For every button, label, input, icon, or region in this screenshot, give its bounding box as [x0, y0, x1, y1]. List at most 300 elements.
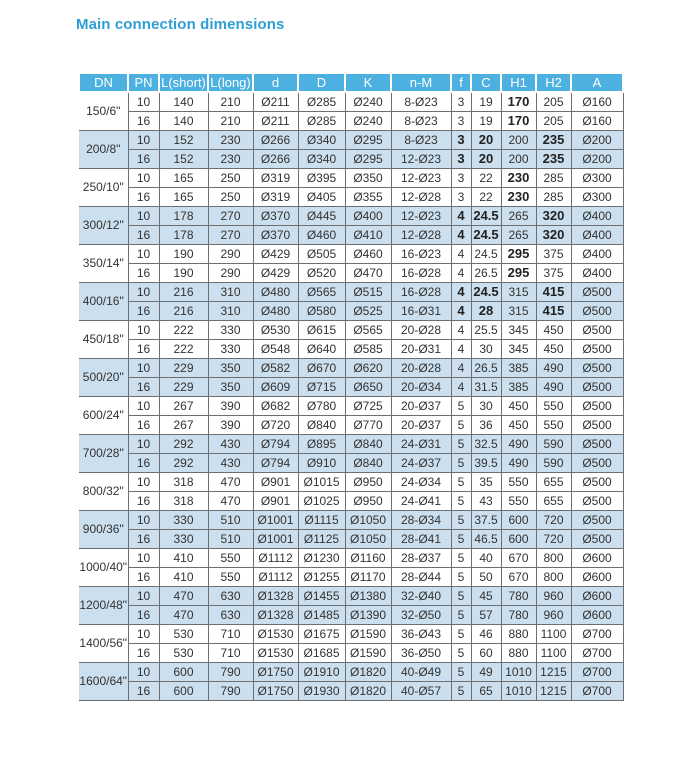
cell-l-long: 250: [208, 168, 253, 187]
table-row: [79, 244, 623, 263]
cell-l-long: 550: [208, 548, 253, 567]
cell-f: 5: [451, 681, 471, 700]
table-row: [79, 149, 623, 168]
cell-l-long: 470: [208, 472, 253, 491]
cell-l-short: 222: [159, 320, 208, 339]
cell-k: Ø1050: [345, 529, 391, 548]
cell-c: 46: [471, 624, 501, 643]
cell-d: Ø1001: [253, 510, 298, 529]
cell-c: 30: [471, 396, 501, 415]
cell-n-m: 24-Ø37: [391, 453, 451, 472]
cell-l-short: 216: [159, 301, 208, 320]
cell-h2: 800: [536, 567, 571, 586]
cell-l-short: 410: [159, 567, 208, 586]
cell-n-m: 12-Ø28: [391, 187, 451, 206]
cell-a: Ø500: [571, 491, 623, 510]
cell-d: Ø520: [298, 263, 345, 282]
cell-d: Ø901: [253, 491, 298, 510]
cell-l-short: 165: [159, 187, 208, 206]
cell-d: Ø445: [298, 206, 345, 225]
cell-f: 5: [451, 548, 471, 567]
cell-n-m: 8-Ø23: [391, 111, 451, 130]
cell-h2: 550: [536, 396, 571, 415]
cell-h2: 235: [536, 130, 571, 149]
cell-a: Ø700: [571, 643, 623, 662]
dn-cell: 1000/40": [79, 548, 128, 586]
cell-pn: 16: [128, 567, 159, 586]
table-header: [79, 73, 623, 92]
cell-n-m: 16-Ø23: [391, 244, 451, 263]
cell-h2: 490: [536, 377, 571, 396]
cell-n-m: 20-Ø28: [391, 358, 451, 377]
cell-l-long: 430: [208, 434, 253, 453]
cell-d: Ø580: [298, 301, 345, 320]
page-title: Main connection dimensions: [76, 16, 285, 33]
cell-pn: 10: [128, 130, 159, 149]
cell-l-short: 318: [159, 491, 208, 510]
cell-k: Ø1390: [345, 605, 391, 624]
cell-pn: 16: [128, 681, 159, 700]
cell-d: Ø429: [253, 263, 298, 282]
cell-d: Ø340: [298, 149, 345, 168]
cell-n-m: 28-Ø37: [391, 548, 451, 567]
cell-n-m: 12-Ø23: [391, 206, 451, 225]
cell-a: Ø500: [571, 301, 623, 320]
cell-pn: 16: [128, 225, 159, 244]
cell-f: 3: [451, 111, 471, 130]
cell-h2: 205: [536, 92, 571, 111]
cell-l-long: 330: [208, 320, 253, 339]
cell-a: Ø200: [571, 149, 623, 168]
cell-c: 24.5: [471, 282, 501, 301]
cell-d: Ø640: [298, 339, 345, 358]
cell-a: Ø300: [571, 187, 623, 206]
cell-k: Ø1170: [345, 567, 391, 586]
cell-l-short: 600: [159, 681, 208, 700]
cell-l-long: 390: [208, 415, 253, 434]
dn-cell: 900/36": [79, 510, 128, 548]
cell-f: 3: [451, 92, 471, 111]
dn-cell: 1200/48": [79, 586, 128, 624]
cell-l-short: 190: [159, 244, 208, 263]
dn-cell: 400/16": [79, 282, 128, 320]
cell-d: Ø609: [253, 377, 298, 396]
cell-k: Ø1050: [345, 510, 391, 529]
cell-c: 43: [471, 491, 501, 510]
cell-l-short: 222: [159, 339, 208, 358]
cell-c: 24.5: [471, 244, 501, 263]
table-row: [79, 339, 623, 358]
cell-l-short: 410: [159, 548, 208, 567]
table-row: [79, 187, 623, 206]
cell-d: Ø840: [298, 415, 345, 434]
cell-c: 19: [471, 111, 501, 130]
cell-h1: 490: [501, 453, 536, 472]
cell-h1: 295: [501, 263, 536, 282]
cell-c: 60: [471, 643, 501, 662]
cell-h2: 450: [536, 339, 571, 358]
cell-d: Ø715: [298, 377, 345, 396]
column-header-h2: H2: [536, 73, 571, 92]
cell-f: 4: [451, 377, 471, 396]
cell-d: Ø682: [253, 396, 298, 415]
table-row: [79, 301, 623, 320]
table-row: [79, 624, 623, 643]
cell-h2: 1100: [536, 643, 571, 662]
cell-n-m: 16-Ø28: [391, 263, 451, 282]
cell-d: Ø1910: [298, 662, 345, 681]
cell-h1: 345: [501, 339, 536, 358]
cell-c: 28: [471, 301, 501, 320]
cell-k: Ø400: [345, 206, 391, 225]
cell-h2: 720: [536, 529, 571, 548]
cell-pn: 10: [128, 586, 159, 605]
cell-a: Ø700: [571, 662, 623, 681]
cell-l-long: 790: [208, 681, 253, 700]
cell-f: 4: [451, 244, 471, 263]
cell-pn: 10: [128, 472, 159, 491]
cell-n-m: 24-Ø34: [391, 472, 451, 491]
cell-f: 5: [451, 510, 471, 529]
cell-l-short: 140: [159, 92, 208, 111]
cell-a: Ø400: [571, 244, 623, 263]
cell-l-short: 178: [159, 225, 208, 244]
cell-k: Ø240: [345, 92, 391, 111]
table-row: [79, 681, 623, 700]
table-row: [79, 548, 623, 567]
cell-d: Ø1675: [298, 624, 345, 643]
dn-cell: 150/6": [79, 92, 128, 130]
cell-n-m: 24-Ø41: [391, 491, 451, 510]
cell-h1: 880: [501, 643, 536, 662]
cell-h1: 490: [501, 434, 536, 453]
cell-l-long: 310: [208, 282, 253, 301]
cell-l-short: 165: [159, 168, 208, 187]
dn-cell: 300/12": [79, 206, 128, 244]
cell-pn: 10: [128, 244, 159, 263]
cell-d: Ø285: [298, 92, 345, 111]
cell-h1: 315: [501, 301, 536, 320]
table-row: [79, 510, 623, 529]
cell-k: Ø525: [345, 301, 391, 320]
cell-h2: 590: [536, 434, 571, 453]
table-row: [79, 225, 623, 244]
cell-h1: 385: [501, 358, 536, 377]
table-row: [79, 586, 623, 605]
cell-h2: 450: [536, 320, 571, 339]
cell-a: Ø700: [571, 681, 623, 700]
cell-l-long: 550: [208, 567, 253, 586]
cell-d: Ø319: [253, 168, 298, 187]
cell-n-m: 24-Ø31: [391, 434, 451, 453]
cell-l-long: 290: [208, 263, 253, 282]
cell-d: Ø1328: [253, 605, 298, 624]
cell-h2: 1215: [536, 681, 571, 700]
cell-f: 4: [451, 282, 471, 301]
cell-h1: 600: [501, 529, 536, 548]
cell-l-long: 350: [208, 377, 253, 396]
cell-l-long: 270: [208, 225, 253, 244]
cell-h1: 295: [501, 244, 536, 263]
cell-pn: 16: [128, 187, 159, 206]
cell-f: 5: [451, 624, 471, 643]
cell-d: Ø370: [253, 225, 298, 244]
cell-n-m: 32-Ø50: [391, 605, 451, 624]
cell-c: 46.5: [471, 529, 501, 548]
cell-c: 49: [471, 662, 501, 681]
cell-l-short: 152: [159, 130, 208, 149]
cell-d: Ø266: [253, 149, 298, 168]
cell-d: Ø1485: [298, 605, 345, 624]
cell-l-long: 350: [208, 358, 253, 377]
table-row: [79, 529, 623, 548]
cell-d: Ø780: [298, 396, 345, 415]
cell-a: Ø500: [571, 472, 623, 491]
cell-f: 4: [451, 320, 471, 339]
cell-l-long: 330: [208, 339, 253, 358]
cell-d: Ø1115: [298, 510, 345, 529]
cell-h2: 800: [536, 548, 571, 567]
cell-c: 22: [471, 187, 501, 206]
cell-pn: 10: [128, 434, 159, 453]
cell-h1: 780: [501, 605, 536, 624]
cell-h1: 265: [501, 225, 536, 244]
cell-n-m: 20-Ø34: [391, 377, 451, 396]
cell-pn: 16: [128, 415, 159, 434]
cell-d: Ø1001: [253, 529, 298, 548]
cell-d: Ø1750: [253, 662, 298, 681]
cell-a: Ø500: [571, 415, 623, 434]
cell-k: Ø725: [345, 396, 391, 415]
cell-pn: 10: [128, 168, 159, 187]
cell-d: Ø901: [253, 472, 298, 491]
cell-c: 22: [471, 168, 501, 187]
table-row: [79, 643, 623, 662]
cell-d: Ø1750: [253, 681, 298, 700]
table-row: [79, 434, 623, 453]
column-header-l-short: L(short): [159, 73, 208, 92]
cell-a: Ø600: [571, 586, 623, 605]
cell-c: 26.5: [471, 263, 501, 282]
cell-k: Ø950: [345, 491, 391, 510]
cell-c: 32.5: [471, 434, 501, 453]
cell-a: Ø500: [571, 453, 623, 472]
cell-d: Ø895: [298, 434, 345, 453]
dn-cell: 600/24": [79, 396, 128, 434]
dn-cell: 200/8": [79, 130, 128, 168]
cell-d: Ø340: [298, 130, 345, 149]
cell-d: Ø480: [253, 282, 298, 301]
cell-d: Ø1685: [298, 643, 345, 662]
cell-h2: 235: [536, 149, 571, 168]
column-header-l-long: L(long): [208, 73, 253, 92]
cell-l-short: 267: [159, 415, 208, 434]
cell-c: 20: [471, 149, 501, 168]
cell-k: Ø240: [345, 111, 391, 130]
cell-h2: 960: [536, 605, 571, 624]
cell-n-m: 40-Ø49: [391, 662, 451, 681]
cell-h1: 600: [501, 510, 536, 529]
cell-l-long: 510: [208, 529, 253, 548]
table-row: [79, 282, 623, 301]
cell-n-m: 20-Ø37: [391, 396, 451, 415]
cell-a: Ø400: [571, 206, 623, 225]
header-row: [79, 73, 623, 92]
cell-d: Ø266: [253, 130, 298, 149]
cell-f: 4: [451, 339, 471, 358]
cell-k: Ø410: [345, 225, 391, 244]
cell-d: Ø794: [253, 434, 298, 453]
cell-h2: 960: [536, 586, 571, 605]
cell-f: 3: [451, 168, 471, 187]
cell-d: Ø1530: [253, 643, 298, 662]
cell-k: Ø1820: [345, 662, 391, 681]
cell-h1: 200: [501, 130, 536, 149]
table-row: [79, 263, 623, 282]
cell-l-short: 318: [159, 472, 208, 491]
table-row: [79, 377, 623, 396]
cell-h2: 720: [536, 510, 571, 529]
cell-f: 4: [451, 225, 471, 244]
cell-f: 5: [451, 586, 471, 605]
cell-pn: 16: [128, 339, 159, 358]
table-row: [79, 491, 623, 510]
cell-pn: 10: [128, 624, 159, 643]
cell-f: 4: [451, 206, 471, 225]
cell-h2: 415: [536, 301, 571, 320]
cell-l-long: 630: [208, 605, 253, 624]
dn-cell: 1600/64": [79, 662, 128, 700]
cell-k: Ø1820: [345, 681, 391, 700]
cell-d: Ø1015: [298, 472, 345, 491]
cell-l-short: 292: [159, 434, 208, 453]
cell-d: Ø211: [253, 111, 298, 130]
cell-h2: 655: [536, 491, 571, 510]
cell-l-short: 530: [159, 643, 208, 662]
connection-dimensions-table: [78, 72, 624, 701]
cell-l-long: 630: [208, 586, 253, 605]
cell-d: Ø1230: [298, 548, 345, 567]
cell-l-long: 210: [208, 92, 253, 111]
cell-d: Ø794: [253, 453, 298, 472]
cell-d: Ø548: [253, 339, 298, 358]
cell-a: Ø160: [571, 92, 623, 111]
table-row: [79, 453, 623, 472]
cell-c: 30: [471, 339, 501, 358]
cell-n-m: 12-Ø23: [391, 149, 451, 168]
cell-h2: 205: [536, 111, 571, 130]
cell-d: Ø1125: [298, 529, 345, 548]
cell-d: Ø1328: [253, 586, 298, 605]
cell-h1: 450: [501, 415, 536, 434]
column-header-k: K: [345, 73, 391, 92]
cell-k: Ø460: [345, 244, 391, 263]
cell-k: Ø515: [345, 282, 391, 301]
cell-k: Ø470: [345, 263, 391, 282]
cell-h2: 375: [536, 263, 571, 282]
cell-k: Ø565: [345, 320, 391, 339]
cell-h2: 490: [536, 358, 571, 377]
cell-d: Ø720: [253, 415, 298, 434]
cell-c: 39.5: [471, 453, 501, 472]
cell-h1: 550: [501, 472, 536, 491]
cell-pn: 10: [128, 662, 159, 681]
cell-l-short: 190: [159, 263, 208, 282]
cell-d: Ø1530: [253, 624, 298, 643]
cell-pn: 16: [128, 643, 159, 662]
cell-k: Ø620: [345, 358, 391, 377]
cell-pn: 10: [128, 510, 159, 529]
cell-l-long: 310: [208, 301, 253, 320]
cell-n-m: 8-Ø23: [391, 92, 451, 111]
table-row: [79, 130, 623, 149]
cell-l-long: 710: [208, 643, 253, 662]
cell-h2: 655: [536, 472, 571, 491]
cell-a: Ø600: [571, 548, 623, 567]
cell-l-short: 530: [159, 624, 208, 643]
cell-k: Ø585: [345, 339, 391, 358]
cell-h1: 550: [501, 491, 536, 510]
cell-f: 5: [451, 529, 471, 548]
cell-c: 31.5: [471, 377, 501, 396]
cell-d: Ø1455: [298, 586, 345, 605]
cell-h1: 1010: [501, 681, 536, 700]
table-row: [79, 567, 623, 586]
cell-f: 3: [451, 187, 471, 206]
table-row: [79, 320, 623, 339]
cell-pn: 10: [128, 320, 159, 339]
cell-pn: 10: [128, 396, 159, 415]
cell-a: Ø500: [571, 510, 623, 529]
cell-h2: 285: [536, 168, 571, 187]
cell-k: Ø650: [345, 377, 391, 396]
cell-l-short: 229: [159, 377, 208, 396]
cell-h1: 265: [501, 206, 536, 225]
cell-d: Ø670: [298, 358, 345, 377]
cell-l-long: 290: [208, 244, 253, 263]
cell-f: 4: [451, 358, 471, 377]
cell-n-m: 28-Ø34: [391, 510, 451, 529]
cell-a: Ø400: [571, 263, 623, 282]
cell-d: Ø429: [253, 244, 298, 263]
cell-d: Ø1255: [298, 567, 345, 586]
table-row: [79, 111, 623, 130]
cell-n-m: 36-Ø43: [391, 624, 451, 643]
cell-n-m: 28-Ø44: [391, 567, 451, 586]
table-row: [79, 168, 623, 187]
cell-l-short: 140: [159, 111, 208, 130]
cell-d: Ø1025: [298, 491, 345, 510]
dn-cell: 1400/56": [79, 624, 128, 662]
cell-h1: 880: [501, 624, 536, 643]
cell-c: 40: [471, 548, 501, 567]
table-row: [79, 358, 623, 377]
cell-pn: 10: [128, 92, 159, 111]
cell-h1: 385: [501, 377, 536, 396]
cell-l-short: 470: [159, 605, 208, 624]
cell-h1: 1010: [501, 662, 536, 681]
cell-h2: 375: [536, 244, 571, 263]
cell-a: Ø600: [571, 567, 623, 586]
cell-n-m: 20-Ø31: [391, 339, 451, 358]
table-body: [79, 92, 623, 700]
cell-d: Ø405: [298, 187, 345, 206]
cell-h1: 670: [501, 567, 536, 586]
cell-n-m: 12-Ø23: [391, 168, 451, 187]
cell-f: 5: [451, 605, 471, 624]
cell-d: Ø582: [253, 358, 298, 377]
cell-h2: 320: [536, 225, 571, 244]
